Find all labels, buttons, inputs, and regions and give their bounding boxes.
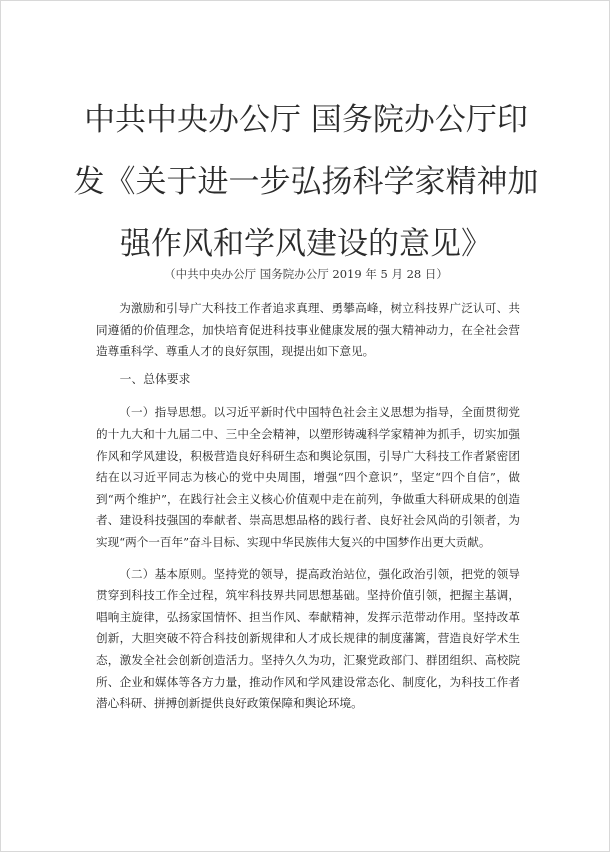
paragraph-basic-principles: （二）基本原则。坚持党的领导，提高政治站位，强化政治引领，把党的领导贯穿到科技工作全过程，筑牢科技界共同思想基础。坚持价值引领，把握主基调，唱响主旋律，弘扬家国情怀、担当作风、奉献精神，发挥示范带动作用。坚持改革创新，大胆突破不符合科技创新规律和人才成长规律的制度藩篱，营造良好学术生态，激发全社会创新创造活力。坚持久久为功，汇聚党政部门、群团组织、高校院所、企业和媒体等各方力量，推动作风和学风建设常态化、制度化，为科技工作者潜心科研、拼搏创新提供良好政策保障和舆论环境。 [96, 566, 520, 711]
document-body [96, 298, 520, 715]
intro-paragraph: 为激励和引导广大科技工作者追求真理、勇攀高峰，树立科技界广泛认可、共同遵循的价值理念，加快培育促进科技事业健康发展的强大精神动力，在全社会营造尊重科学、尊重人才的良好氛围，现提出如下意见。 [96, 301, 520, 359]
section-heading-general-requirements: 一、总体要求 [119, 371, 191, 386]
title-line-1: 中共中央办公厅 国务院办公厅印 [84, 102, 528, 138]
title-line-3: 强作风和学风建设的意见》 [120, 226, 492, 262]
title-line-2: 发《关于进一步弘扬科学家精神加 [73, 164, 539, 200]
issuer-date-line: （中共中央办公厅 国务院办公厅 2019 年 5 月 28 日） [164, 267, 448, 281]
document-title [71, 89, 541, 275]
paragraph-guiding-ideology: （一）指导思想。以习近平新时代中国特色社会主义思想为指导，全面贯彻党的十九大和十九届二中、三中全会精神，以塑形铸魂科学家精神为抓手，切实加强作风和学风建设，积极营造良好科研生态和舆论氛围，引导广大科技工作者紧密团结在以习近平同志为核心的党中央周围，增强“四个意识”，坚定“四个自信”，做到“两个维护”，在践行社会主义核心价值观中走在前列，争做重大科研成果的创造者、建设科技强国的奉献者、崇高思想品格的践行者、良好社会风尚的引领者，为实现“两个一百年”奋斗目标、实现中华民族伟大复兴的中国梦作出更大贡献。 [96, 405, 520, 549]
